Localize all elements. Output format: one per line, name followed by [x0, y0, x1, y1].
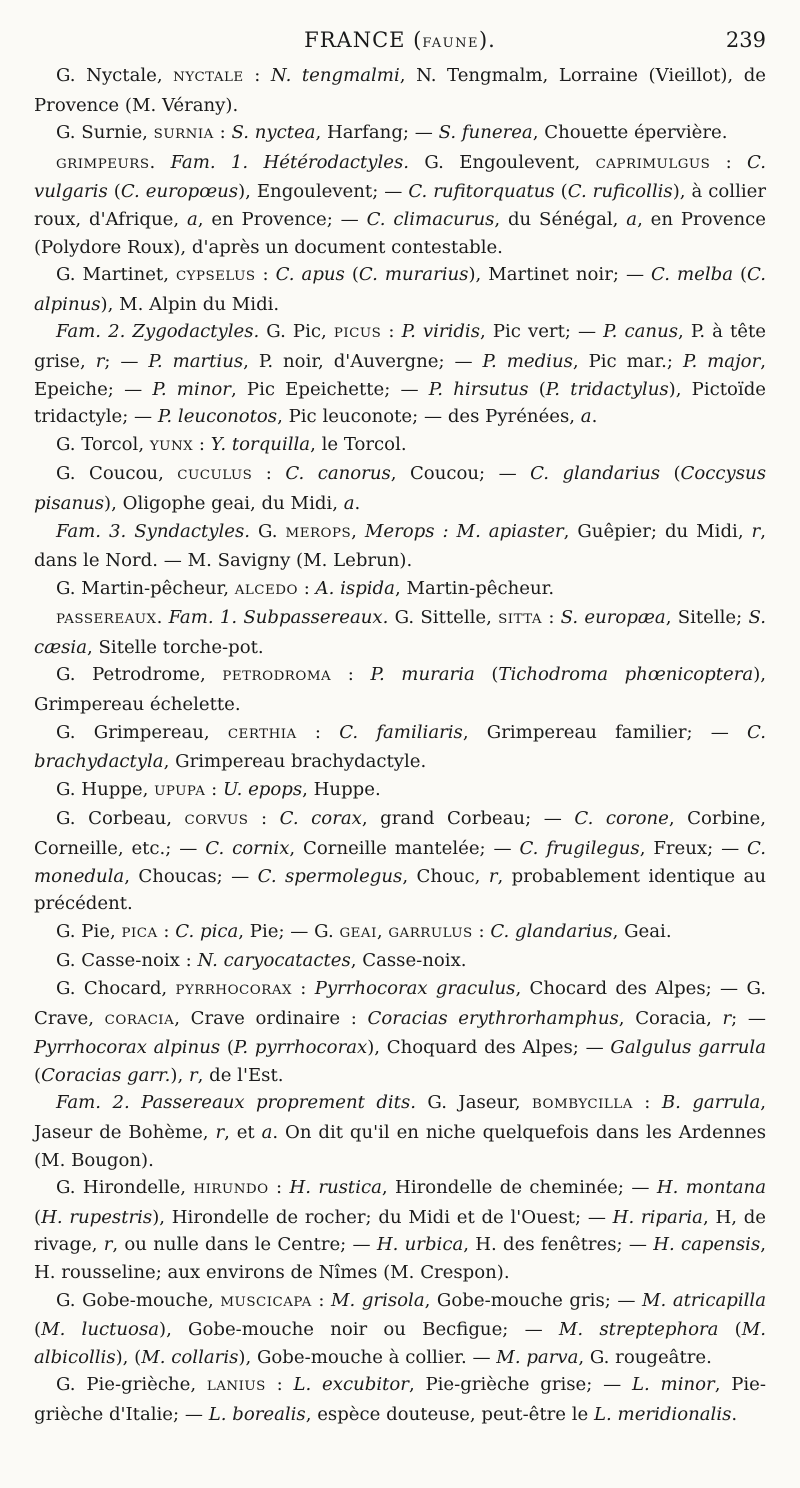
text-run: , — [351, 520, 365, 542]
italic-text: a — [626, 208, 638, 230]
paragraph — [34, 604, 766, 661]
paragraph — [34, 1174, 766, 1286]
text-run: , G. rougeâtre. — [578, 1346, 712, 1368]
italic-text: S. europæa — [560, 607, 666, 629]
italic-text: Coccysus pisanus — [34, 463, 766, 514]
text-run: ( — [660, 463, 681, 485]
text-run: , — [376, 920, 389, 942]
italic-text: P. tridactylus — [545, 378, 669, 400]
text-run: : — [205, 778, 223, 800]
italic-text: Fam. 3. Syndactyles. — [56, 520, 251, 542]
italic-text: r — [751, 520, 761, 542]
text-run: ( — [474, 664, 499, 686]
smallcaps-text: SITTA — [498, 612, 543, 628]
text-run: . — [731, 1403, 738, 1425]
smallcaps-text: CYPSELUS — [175, 269, 256, 285]
italic-text: r — [215, 1121, 225, 1143]
text-run: ( — [733, 264, 748, 286]
italic-text: Merops : M. apiaster — [364, 520, 564, 542]
text-run: . — [591, 406, 598, 428]
text-run: G. Torcol, — [56, 433, 150, 455]
text-run: ( — [107, 181, 121, 203]
paragraph — [34, 62, 766, 119]
text-run: ( — [220, 1037, 234, 1059]
text-run: G. Casse-noix : — [56, 950, 198, 972]
text-run: , Huppe. — [302, 778, 381, 800]
text-run: G. Huppe, — [56, 778, 155, 800]
italic-text: L. meridionalis — [594, 1403, 732, 1425]
text-run: , Grimpereau brachydactyle. — [163, 751, 427, 773]
text-run: : — [243, 65, 271, 86]
text-run: , Corneille mantelée; — — [289, 838, 520, 860]
italic-text: P. pyrrhocorax — [233, 1037, 368, 1059]
text-run: , de l'Est. — [197, 1064, 284, 1086]
italic-text: M. albicollis — [34, 1319, 766, 1368]
text-run: . — [156, 607, 169, 629]
paragraph — [34, 261, 766, 318]
page-header — [34, 28, 766, 62]
text-run: ; — — [104, 350, 149, 372]
italic-text: a — [580, 406, 592, 428]
running-head-smallcaps: FAUNE — [422, 36, 479, 51]
text-run: G. Pic, — [259, 321, 334, 343]
smallcaps-text: HIRUNDO — [193, 1182, 269, 1198]
paragraph — [34, 575, 766, 605]
smallcaps-text: MEROPS — [285, 525, 352, 541]
smallcaps-text: YUNX — [149, 438, 194, 454]
italic-text: S. cæsia — [34, 607, 766, 658]
text-run: : — [255, 264, 276, 286]
smallcaps-text: BOMBYCILLA — [531, 1097, 633, 1113]
text-run: : — [472, 920, 491, 942]
italic-text: a — [261, 1121, 273, 1143]
smallcaps-text: GEAI — [339, 925, 377, 941]
italic-text: Fam. 2. Zygodactyles. — [56, 321, 260, 343]
italic-text: H. riparia — [612, 1206, 703, 1228]
text-run: ( — [718, 1319, 742, 1341]
italic-text: P. minor — [152, 378, 231, 400]
italic-text: M. parva — [496, 1346, 579, 1368]
italic-text: r — [488, 865, 498, 887]
paragraph — [34, 975, 766, 1089]
text-run: , Gobe-mouche gris; — — [424, 1289, 643, 1311]
text-run: G. Jaseur, — [416, 1092, 532, 1114]
page-number: 239 — [725, 28, 766, 52]
paragraph — [34, 805, 766, 917]
text-run: G. Martin-pêcheur, — [56, 577, 235, 599]
text-run: ), Choquard des Alpes; — — [367, 1037, 611, 1059]
text-run: , Crave ordinaire : — [174, 1007, 368, 1029]
italic-text: Coracias garr. — [41, 1064, 171, 1086]
text-run: G. — [250, 520, 286, 542]
text-run: G. Corbeau, — [56, 808, 185, 830]
text-run: ), Gobe-mouche noir ou Becfigue; — — [159, 1319, 559, 1341]
text-run: , Sitelle; — [665, 607, 749, 629]
text-run: : — [331, 664, 371, 686]
italic-text: M. luctuosa — [41, 1319, 160, 1341]
paragraph — [34, 318, 766, 430]
italic-text: Coracias erythrorhamphus — [367, 1007, 619, 1029]
italic-text: C. glandarius — [490, 920, 613, 942]
text-run: , Chocard des Alpes; — G. Crave, — [34, 978, 767, 1029]
smallcaps-text: CORVUS — [184, 813, 249, 829]
text-run: ), Gobe-mouche à collier. — — [238, 1346, 497, 1368]
text-run: . — [354, 492, 361, 514]
text-run: ( — [344, 264, 359, 286]
text-run: ), Engoulevent; — — [238, 181, 409, 203]
italic-text: S. nyctea — [231, 122, 316, 144]
italic-text: P. viridis — [401, 321, 480, 343]
italic-text: Pyrrhocorax alpinus — [34, 1037, 221, 1059]
italic-text: C. canorus — [285, 463, 391, 485]
italic-text: C. murarius — [358, 264, 469, 286]
italic-text: N. caryocatactes — [197, 950, 351, 972]
text-run: , P. à tête grise, — [34, 321, 766, 372]
text-run: : — [381, 321, 402, 343]
text-run: , Pie-grièche d'Italie; — — [34, 1374, 766, 1425]
italic-text: Fam. 1. Subpassereaux. — [168, 607, 389, 629]
text-run: G. Hirondelle, — [56, 1177, 194, 1199]
paragraph — [34, 776, 766, 806]
italic-text: P. leuconotos — [157, 406, 278, 428]
italic-text: r — [103, 1234, 113, 1256]
text-run: G. Nyctale, — [56, 65, 174, 86]
smallcaps-text: LANIUS — [206, 1379, 266, 1395]
text-run: : — [252, 463, 286, 485]
text-run: , et — [224, 1121, 262, 1143]
paragraph — [34, 518, 766, 575]
text-run: , N. Tengmalm, Lorraine (Vieillot), de Provence (M. Vérany). — [34, 65, 766, 116]
text-run: G. Coucou, — [56, 463, 178, 485]
paragraph — [34, 719, 766, 776]
italic-text: r — [95, 350, 105, 372]
smallcaps-text: CORACIA — [104, 1012, 175, 1028]
text-run: , Geai. — [612, 920, 672, 942]
smallcaps-text: CERTHIA — [227, 726, 297, 742]
paragraph — [34, 661, 766, 718]
text-run: , H. des fenêtres; — — [463, 1234, 654, 1256]
text-run: ( — [528, 378, 546, 400]
text-run: , Coucou; — — [390, 463, 531, 485]
text-run: ), à collier roux, d'Afrique, — [34, 181, 767, 230]
text-run: , Casse-noix. — [350, 950, 467, 972]
smallcaps-text: UPUPA — [154, 783, 206, 799]
italic-text: S. funerea — [438, 122, 533, 144]
smallcaps-text: CUCULUS — [177, 468, 253, 484]
smallcaps-text: GARRULUS — [388, 925, 473, 941]
text-run: , Pie-grièche grise; — — [408, 1374, 632, 1396]
smallcaps-text: PYRRHOCORAX — [175, 983, 293, 998]
italic-text: C. corax — [279, 808, 362, 830]
text-run: G. Chocard, — [56, 978, 176, 999]
italic-text: C. frugilegus — [519, 838, 640, 860]
text-run: G. Petrodrome, — [56, 664, 223, 686]
text-run: , Corbine, Corneille, etc.; — — [34, 808, 767, 860]
running-head-close: ). — [478, 28, 496, 52]
text-run: : — [297, 577, 316, 599]
smallcaps-text: PICA — [121, 925, 158, 941]
text-run: , Coracia, — [618, 1007, 723, 1029]
text-run: : — [311, 1289, 332, 1311]
text-run: , Guêpier; du Midi, — [563, 520, 752, 542]
text-run: , le Torcol. — [310, 433, 407, 455]
paragraph — [34, 119, 766, 149]
text-run: G. Gobe-mouche, — [56, 1289, 221, 1311]
italic-text: C. corone — [574, 808, 669, 830]
text-run: : — [292, 978, 315, 999]
italic-text: M. grisola — [331, 1289, 425, 1311]
text-run: : — [265, 1374, 294, 1396]
italic-text: P. medius — [482, 350, 573, 372]
smallcaps-text: PICUS — [333, 326, 382, 342]
text-run: , Grimpereau familier; — — [462, 721, 748, 743]
text-run: ), M. Alpin du Midi. — [100, 293, 280, 315]
text-run: : — [213, 122, 232, 144]
italic-text: B. garrula — [661, 1092, 761, 1114]
italic-text: C. spermolegus — [257, 865, 403, 887]
paragraph — [34, 947, 766, 975]
text-run: , en Provence; — — [197, 208, 367, 230]
text-run: ), Hirondelle de rocher; du Midi et de l'Ouest; — — [152, 1206, 613, 1228]
paragraph — [34, 460, 766, 517]
smallcaps-text: GRIMPEURS — [56, 156, 150, 172]
italic-text: a — [186, 208, 198, 230]
text-run: , Chouc, — [402, 865, 489, 887]
italic-text: C. rufitorquatus — [408, 181, 555, 203]
italic-text: M. atricapilla — [642, 1289, 767, 1311]
text-run: , H. rousseline; aux environs de Nîmes (M. Crespon). — [34, 1234, 767, 1283]
text-run: ; — — [731, 1007, 767, 1029]
italic-text: C. climacurus — [366, 208, 495, 230]
text-run: . — [149, 151, 171, 173]
italic-text: C. europœus — [120, 181, 239, 203]
smallcaps-text: ALCEDO — [234, 582, 298, 598]
italic-text: H. rupestris — [41, 1206, 153, 1228]
text-run: , grand Corbeau; — — [361, 808, 575, 830]
text-run: . On dit qu'il en niche quelquefois dans les Ardennes (M. Bougon). — [34, 1121, 766, 1171]
text-run: , Choucas; — — [124, 865, 258, 887]
text-run: , Harfang; — — [315, 122, 439, 144]
italic-text: M. streptephora — [558, 1319, 719, 1341]
italic-text: H. montana — [656, 1177, 766, 1199]
italic-text: P. hirsutus — [428, 378, 529, 400]
smallcaps-text: PASSEREAUX — [56, 612, 157, 628]
italic-text: P. major — [682, 350, 761, 372]
italic-text: r — [188, 1064, 198, 1086]
italic-text: C. pica — [175, 920, 239, 942]
italic-text: a — [343, 492, 355, 514]
italic-text: U. epops — [222, 778, 303, 800]
text-run: G. Pie-grièche, — [56, 1374, 207, 1396]
text-run: , Pie; — G. — [238, 920, 340, 942]
text-run: , Pic Epeichette; — — [230, 378, 429, 400]
italic-text: H. urbica — [376, 1234, 464, 1256]
text-run: , Epeiche; — — [34, 350, 766, 400]
text-run: , ou nulle dans le Centre; — — [112, 1234, 377, 1256]
smallcaps-text: NYCTALE — [173, 70, 244, 85]
text-run: G. Martinet, — [56, 264, 176, 286]
text-run: , Martin-pêcheur. — [394, 577, 555, 599]
text-run: : — [248, 808, 280, 830]
italic-text: C. familiaris — [339, 721, 463, 743]
text-run: : — [296, 721, 340, 743]
paragraph — [34, 918, 766, 948]
text-run: ), ( — [115, 1346, 142, 1368]
text-run: ( — [34, 1206, 42, 1228]
text-run: ( — [34, 1064, 42, 1086]
text-run: : — [268, 1177, 290, 1199]
paragraph — [34, 431, 766, 461]
italic-text: H. capensis — [653, 1234, 761, 1256]
italic-text: Tichodroma phœnicoptera — [498, 664, 754, 686]
italic-text: C. glandarius — [530, 463, 661, 485]
italic-text: C. apus — [275, 264, 345, 286]
text-run: ( — [34, 1319, 42, 1341]
paragraph — [34, 149, 766, 261]
smallcaps-text: SURNIA — [153, 127, 214, 143]
text-run: : — [710, 151, 748, 173]
italic-text: H. rustica — [289, 1177, 382, 1199]
italic-text: Y. torquilla — [210, 433, 311, 455]
text-run: ), Martinet noir; — — [468, 264, 652, 286]
text-run: G. Pie, — [56, 920, 122, 942]
smallcaps-text: CAPRIMULGUS — [595, 156, 711, 172]
text-run: , Pic mar.; — [572, 350, 683, 372]
text-run: ( — [554, 181, 568, 203]
italic-text: P. martius — [148, 350, 244, 372]
paragraph — [34, 1371, 766, 1428]
italic-text: C. vulgaris — [34, 151, 766, 203]
italic-text: C. ruficollis — [567, 181, 673, 203]
italic-text: L. borealis — [208, 1403, 306, 1425]
text-run: : — [193, 433, 211, 455]
text-run: G. Engoulevent, — [409, 151, 596, 173]
italic-text: C. cornix — [205, 838, 290, 860]
italic-text: C. monedula — [34, 838, 766, 887]
text-run: , probablement identique au précédent. — [34, 865, 766, 915]
text-run: , Jaseur de Bohème, — [34, 1092, 766, 1143]
italic-text: Pyrrhocorax graculus — [314, 978, 516, 999]
italic-text: L. minor — [632, 1374, 715, 1396]
running-head-main: FRANCE ( — [304, 28, 423, 52]
italic-text: A. ispida — [315, 577, 395, 599]
text-run: G. Surnie, — [56, 122, 154, 144]
text-run: , H, de rivage, — [34, 1206, 767, 1256]
italic-text: P. muraria — [370, 664, 475, 686]
text-run: : — [542, 607, 561, 629]
text-run: : — [632, 1092, 662, 1114]
italic-text: N. tengmalmi — [270, 65, 400, 86]
text-run: , Freux; — — [639, 838, 748, 860]
italic-text: Fam. 2. Passereaux proprement dits. — [56, 1092, 416, 1114]
italic-text: L. excubitor — [293, 1374, 409, 1396]
text-run: ), — [170, 1064, 189, 1086]
text-run: , Pic vert; — — [480, 321, 604, 343]
text-run: , P. noir, d'Auvergne; — — [243, 350, 483, 372]
text-run: , Hirondelle de cheminée; — — [381, 1177, 657, 1199]
text-run: ), Oligophe geai, du Midi, — [104, 492, 344, 514]
italic-text: P. canus — [603, 321, 679, 343]
text-run: , en Provence (Polydore Roux), d'après un document contestable. — [34, 208, 766, 258]
text-run: , du Sénégal, — [494, 208, 627, 230]
text-run: , Sitelle torche-pot. — [87, 636, 264, 658]
text-run: , Chouette épervière. — [532, 122, 728, 144]
italic-text: Fam. 1. Hétérodactyles. — [170, 151, 410, 173]
text-run: ), Grimpereau échelette. — [34, 664, 766, 716]
smallcaps-text: PETRODROMA — [222, 669, 332, 685]
text-run: , Pic leuconote; — des Pyrénées, — [277, 406, 581, 428]
text-run: , dans le Nord. — M. Savigny (M. Lebrun). — [34, 520, 766, 572]
paragraph — [34, 1089, 766, 1174]
running-head — [304, 28, 496, 52]
italic-text: C. melba — [651, 264, 733, 286]
body-text — [34, 62, 766, 1429]
italic-text: Galgulus garrula — [610, 1037, 766, 1059]
smallcaps-text: MUSCICAPA — [220, 1294, 312, 1310]
italic-text: M. collaris — [141, 1346, 239, 1368]
italic-text: r — [722, 1007, 732, 1029]
text-run: , espèce douteuse, peut-être le — [305, 1403, 595, 1425]
italic-text: C. brachydactyla — [34, 721, 766, 773]
text-run: G. Grimpereau, — [56, 721, 228, 743]
text-run: G. Sittelle, — [388, 607, 499, 629]
paragraph — [34, 1287, 766, 1372]
italic-text: C. alpinus — [34, 264, 766, 315]
text-run: ), Pictoïde tridactyle; — — [34, 378, 766, 428]
text-run: : — [157, 920, 176, 942]
